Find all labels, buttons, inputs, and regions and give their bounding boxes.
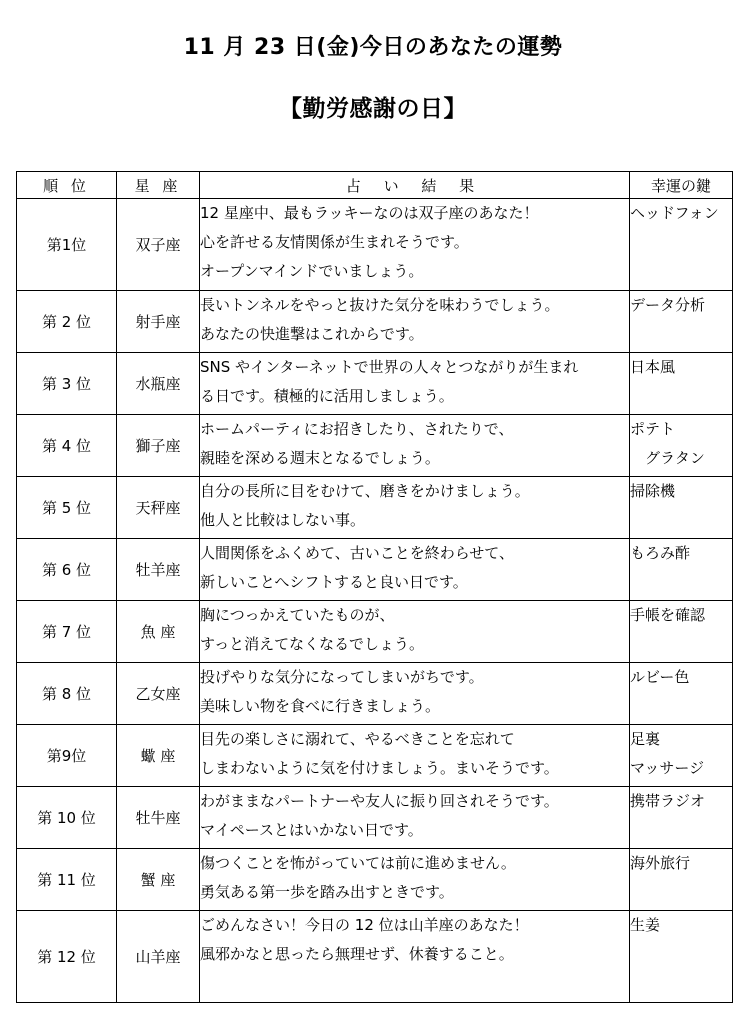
result-line: あなたの快進撃はこれからです。 <box>200 325 424 343</box>
table-row <box>17 415 733 477</box>
result-line: SNS やインターネットで世界の人々とつながりが生まれ <box>200 358 579 376</box>
table-row <box>17 601 733 663</box>
result-cell <box>200 601 630 663</box>
rank-cell: 第1位 <box>17 199 117 291</box>
rank-cell: 第 12 位 <box>17 911 117 1003</box>
result-line: 親睦を深める週末となるでしょう。 <box>200 449 440 467</box>
rank-cell: 第 3 位 <box>17 353 117 415</box>
table-header-row <box>17 172 733 199</box>
result-line: 12 星座中、最もラッキーなのは双子座のあなた！ <box>200 204 539 222</box>
lucky-key-cell <box>630 199 733 291</box>
rank-cell: 第 6 位 <box>17 539 117 601</box>
lucky-key-line: ポテト <box>630 420 676 438</box>
result-cell <box>200 539 630 601</box>
table-row <box>17 911 733 1003</box>
result-line: 風邪かなと思ったら無理せず、休養すること。 <box>200 945 514 963</box>
sign-cell: 双子座 <box>117 199 200 291</box>
lucky-key-line: 携帯ラジオ <box>630 792 706 810</box>
lucky-key-cell <box>630 539 733 601</box>
lucky-key-line: 手帳を確認 <box>630 606 706 624</box>
result-cell <box>200 291 630 353</box>
result-line: オープンマインドでいましょう。 <box>200 262 424 280</box>
result-line: ごめんなさい！今日の 12 位は山羊座のあなた！ <box>200 916 529 934</box>
fortune-rows <box>17 199 733 1003</box>
result-cell <box>200 663 630 725</box>
result-line: 勇気ある第一歩を踏み出すときです。 <box>200 883 454 901</box>
result-line: 他人と比較はしない事。 <box>200 511 366 529</box>
result-line: 目先の楽しさに溺れて、やるべきことを忘れて <box>200 730 515 748</box>
table-row <box>17 849 733 911</box>
rank-cell: 第9位 <box>17 725 117 787</box>
result-line: ホームパーティにお招きしたり、されたりで、 <box>200 420 514 438</box>
rank-cell: 第 5 位 <box>17 477 117 539</box>
table-row <box>17 199 733 291</box>
rank-cell: 第 7 位 <box>17 601 117 663</box>
lucky-key-line: 足裏 <box>630 730 661 748</box>
page-subtitle: 【勤労感謝の日】 <box>279 96 467 122</box>
fortune-table <box>16 171 733 1003</box>
result-cell <box>200 911 630 1003</box>
result-cell <box>200 787 630 849</box>
result-line: 投げやりな気分になってしまいがちです。 <box>200 668 484 686</box>
sign-cell: 獅子座 <box>117 415 200 477</box>
table-row <box>17 291 733 353</box>
rank-cell: 第 8 位 <box>17 663 117 725</box>
lucky-key-line: データ分析 <box>630 296 706 314</box>
sign-cell: 乙女座 <box>117 663 200 725</box>
sign-cell: 天秤座 <box>117 477 200 539</box>
lucky-key-cell <box>630 849 733 911</box>
lucky-key-cell <box>630 477 733 539</box>
lucky-key-line: ルビー色 <box>630 668 690 686</box>
lucky-key-line: 掃除機 <box>630 482 676 500</box>
header-sign: 星 座 <box>117 172 200 199</box>
lucky-key-line: 生姜 <box>630 916 661 934</box>
sign-cell: 水瓶座 <box>117 353 200 415</box>
result-line: しまわないように気を付けましょう。まいそうです。 <box>200 759 559 777</box>
sign-cell: 山羊座 <box>117 911 200 1003</box>
sign-cell: 牡牛座 <box>117 787 200 849</box>
result-cell <box>200 199 630 291</box>
lucky-key-cell <box>630 663 733 725</box>
table-row <box>17 477 733 539</box>
header-lucky-key: 幸運の鍵 <box>630 172 733 199</box>
result-line: 新しいことへシフトすると良い日です。 <box>200 573 468 591</box>
table-row <box>17 787 733 849</box>
result-cell <box>200 477 630 539</box>
rank-cell: 第 2 位 <box>17 291 117 353</box>
rank-cell: 第 11 位 <box>17 849 117 911</box>
sign-cell: 蟹 座 <box>117 849 200 911</box>
lucky-key-line: ヘッドフォン <box>630 204 719 222</box>
result-line: 人間関係をふくめて、古いことを終わらせて、 <box>200 544 514 562</box>
lucky-key-cell <box>630 601 733 663</box>
result-line: 胸につっかえていたものが、 <box>200 606 395 624</box>
lucky-key-line: グラタン <box>630 449 705 467</box>
sign-cell: 蠍 座 <box>117 725 200 787</box>
lucky-key-line: マッサージ <box>630 759 705 777</box>
sign-cell: 射手座 <box>117 291 200 353</box>
page-title: 11 月 23 日(金)今日のあなたの運勢 <box>183 35 563 60</box>
header-result: 占 い 結 果 <box>200 172 630 199</box>
lucky-key-cell <box>630 725 733 787</box>
lucky-key-line: 日本風 <box>630 358 676 376</box>
lucky-key-cell <box>630 787 733 849</box>
result-line: 長いトンネルをやっと抜けた気分を味わうでしょう。 <box>200 296 560 314</box>
result-line: わがままなパートナーや友人に振り回されそうです。 <box>200 792 559 810</box>
result-cell <box>200 725 630 787</box>
result-line: 自分の長所に目をむけて、磨きをかけましょう。 <box>200 482 530 500</box>
lucky-key-cell <box>630 353 733 415</box>
lucky-key-cell <box>630 911 733 1003</box>
result-line: 心を許せる友情関係が生まれそうです。 <box>200 233 469 251</box>
rank-cell: 第 4 位 <box>17 415 117 477</box>
result-cell <box>200 415 630 477</box>
result-cell <box>200 849 630 911</box>
table-row <box>17 725 733 787</box>
lucky-key-cell <box>630 291 733 353</box>
result-line: る日です。積極的に活用しましょう。 <box>200 387 454 405</box>
table-row <box>17 353 733 415</box>
result-line: すっと消えてなくなるでしょう。 <box>200 635 424 653</box>
result-line: 傷つくことを怖がっていては前に進めません。 <box>200 854 516 872</box>
table-row <box>17 663 733 725</box>
table-row <box>17 539 733 601</box>
lucky-key-line: もろみ酢 <box>630 544 691 562</box>
header-rank: 順 位 <box>17 172 117 199</box>
sign-cell: 魚 座 <box>117 601 200 663</box>
result-cell <box>200 353 630 415</box>
result-line: 美味しい物を食べに行きましょう。 <box>200 697 441 715</box>
result-line: マイペースとはいかない日です。 <box>200 821 423 839</box>
sign-cell: 牡羊座 <box>117 539 200 601</box>
lucky-key-cell <box>630 415 733 477</box>
rank-cell: 第 10 位 <box>17 787 117 849</box>
lucky-key-line: 海外旅行 <box>630 854 691 872</box>
